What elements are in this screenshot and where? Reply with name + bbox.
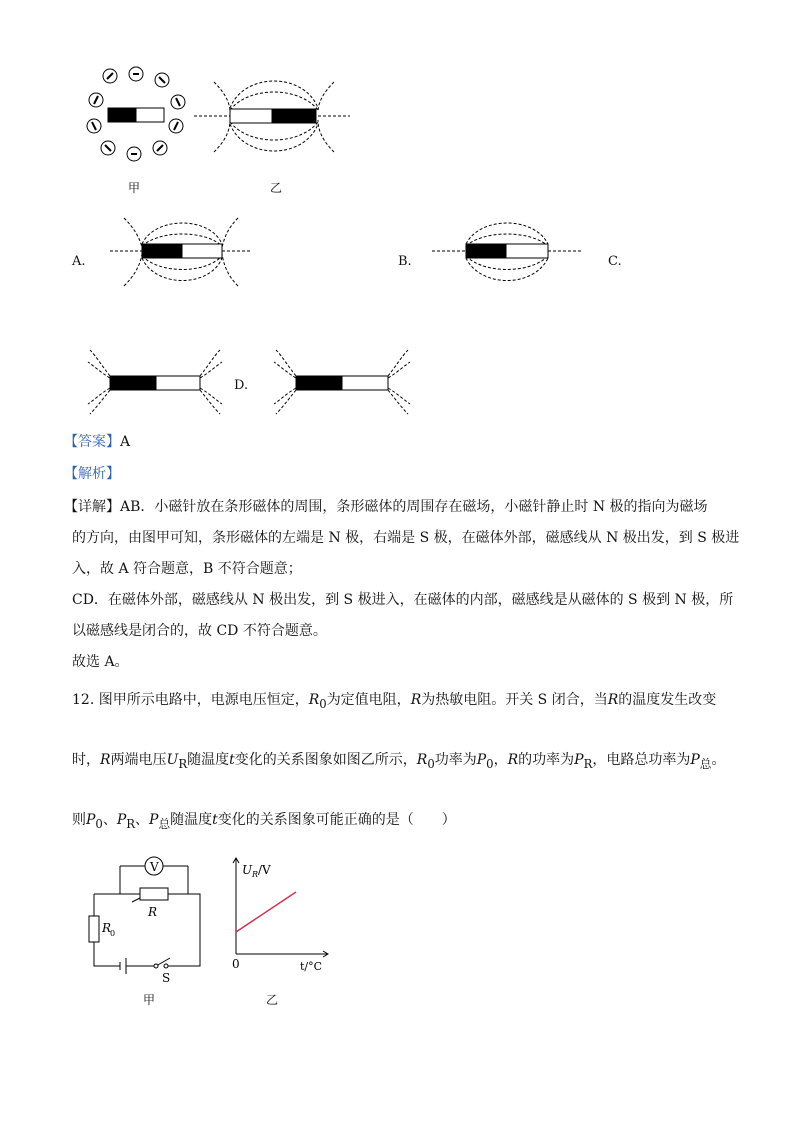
q12-text: 变化的关系图象可能正确的是（ ） [217,812,456,828]
graph-line [236,892,296,932]
sym-sub0: 0 [427,756,435,771]
sym-r: R [507,752,519,768]
q12-text: 随温度 [170,812,213,828]
sym-sub-total: 总 [699,756,712,771]
detail-line-2: 的方向，由图甲可知，条形磁体的左端是 N 极，右端是 S 极，在磁体外部，磁感线从 N 极出发，到 S 极进 [72,530,740,546]
q12-line-3 [72,810,456,834]
detail-text-1: AB．小磁针放在条形磁体的周围，条形磁体的周围存在磁场，小磁针静止时 N 极的指向为磁场 [120,499,708,515]
option-d-label[interactable]: D. [234,378,249,393]
q12-text: 功率为 [434,752,477,768]
caption-jia-top: 甲 [128,181,141,195]
q12-text: 时， [72,752,100,768]
sym-p: P [86,812,96,828]
q12-text: 为热敏电阻。开关 S 闭合，当 [421,692,608,708]
circuit-caption: 甲 [143,993,156,1007]
answer-label: 【答案】 [64,434,120,450]
switch-label: S [162,971,171,985]
q12-text: 、 [102,812,117,828]
sym-sub-r: R [178,756,188,771]
resistor-r-label: R [148,905,158,919]
resistor-r0-sub: 0 [110,929,116,938]
sym-r0: R [308,692,320,708]
q12-text: 的温度发生改变 [618,692,717,708]
sym-sub-r: R [126,816,136,831]
sym-r: R [410,692,422,708]
sym-p: P [476,752,487,768]
detail-line-5: 以磁感线是闭合的，故 CD 不符合题意。 [72,623,327,639]
sym-u: U [166,752,179,768]
sym-p: P [116,812,127,828]
graph-caption: 乙 [266,993,279,1007]
graph-xlabel: t/°C [300,960,323,973]
figure-compass-magnet [80,66,200,166]
option-b-figure [432,214,582,294]
option-c-label[interactable]: C. [608,254,622,269]
resistor-r0-icon [89,916,99,942]
graph-ylabel-sub: R [252,870,259,879]
graph-ur-vs-t [226,852,336,977]
detail-line-3: 入，故 A 符合题意，B 不符合题意； [72,561,302,577]
q12-text: 变化的关系图象如图乙所示， [234,752,417,768]
resistor-r-icon [140,888,168,900]
sym-p: P [574,752,584,768]
sym-p: P [690,752,700,768]
sym-sub-total: 总 [158,816,171,831]
detail-label: 【详解】 [64,499,120,515]
figure-field-lines-yi [194,72,350,162]
graph-origin: 0 [232,957,240,971]
q12-line-1 [72,690,716,714]
caption-yi-top: 乙 [270,181,283,195]
q12-text: 图甲所示电路中，电源电压恒定， [98,692,309,708]
circuit-diagram [80,850,210,985]
graph-ylabel-main: U [242,863,253,877]
q12-text: 两端电压 [110,752,167,768]
q12-text: ， [493,752,508,768]
q12-text: 随温度 [187,752,230,768]
sym-p: P [149,812,159,828]
option-a-label[interactable]: A. [72,254,86,269]
sym-r: R [100,752,111,768]
answer-line [64,432,130,452]
detail-line-1 [64,497,708,517]
detail-line-4: CD．在磁体外部，磁感线从 N 极出发，到 S 极进入，在磁体的内部，磁感线是从磁体的 S 极到 N 极，所 [72,592,734,608]
option-b-label[interactable]: B. [398,254,412,269]
sym-t: t [212,812,218,828]
analysis-label: 【解析】 [64,466,120,482]
sym-sub0: 0 [319,696,327,711]
sym-t: t [229,752,235,768]
detail-line-6: 故选 A。 [72,654,129,670]
q12-text: 为定值电阻， [326,692,411,708]
q12-text: 则 [72,812,86,828]
sym-sub-r: R [583,756,593,771]
sym-r: R [607,692,619,708]
q12-number: 12. [72,692,95,708]
option-c-figure [86,346,226,418]
q12-text: ，电路总功率为 [592,752,691,768]
q12-line-2 [72,750,725,774]
graph-ylabel-unit: /V [258,863,271,877]
q12-text: 。 [711,752,726,768]
sym-sub0: 0 [95,816,103,831]
sym-r0: R [416,752,428,768]
option-d-figure [268,346,418,418]
option-a-figure [110,214,250,294]
q12-text: 、 [135,812,150,828]
voltmeter-label: V [150,860,159,874]
sym-sub0: 0 [486,756,494,771]
resistor-r0-label: R [102,921,112,935]
answer-value: A [120,434,131,450]
q12-text: 的功率为 [518,752,575,768]
